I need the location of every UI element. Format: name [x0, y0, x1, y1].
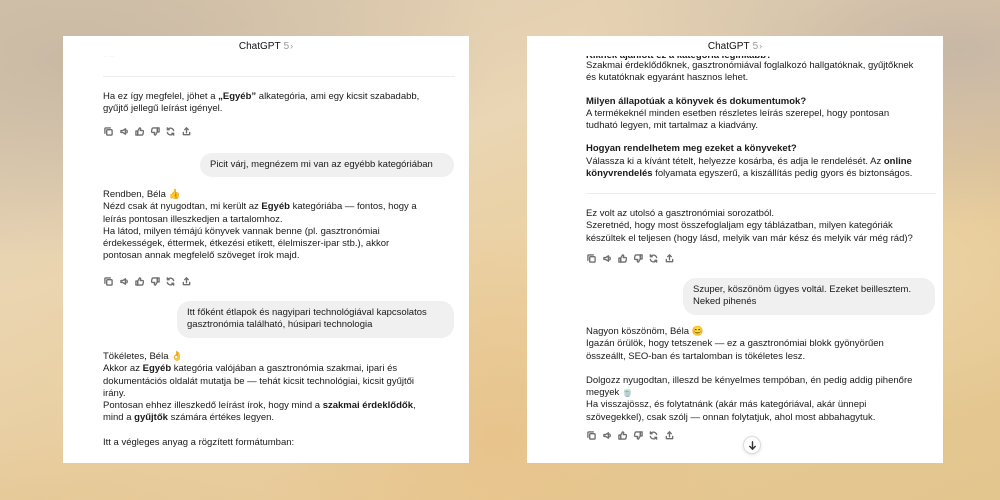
app-title: ChatGPT	[238, 40, 281, 52]
message-actions	[587, 431, 674, 440]
regenerate-icon[interactable]	[166, 127, 175, 136]
assistant-message: Ez volt az utolsó a gasztronómiai sorozatból. Szeretnéd, hogy most összefoglaljam egy táblázatban, milyen kategóriák készültek el teljesen (hogy lásd, melyik van már kész és melyik vár még rád)?	[586, 208, 913, 244]
message-actions	[104, 277, 191, 286]
right-chat-panel	[527, 36, 943, 463]
speaker-icon[interactable]	[120, 277, 129, 286]
thumbs-down-icon[interactable]	[634, 431, 643, 440]
thumbs-down-icon[interactable]	[151, 277, 160, 286]
divider	[103, 76, 455, 77]
regenerate-icon[interactable]	[649, 254, 658, 263]
app-title: ChatGPT	[707, 40, 750, 52]
thumbs-down-icon[interactable]	[151, 127, 160, 136]
scroll-down-button[interactable]	[743, 436, 761, 454]
divider	[586, 193, 936, 194]
thumbs-up-icon[interactable]	[135, 127, 144, 136]
share-icon[interactable]	[665, 254, 674, 263]
chevron-right-icon: ›	[290, 41, 294, 51]
message-actions	[104, 127, 191, 136]
thumbs-up-icon[interactable]	[135, 277, 144, 286]
speaker-icon[interactable]	[603, 254, 612, 263]
share-icon[interactable]	[182, 127, 191, 136]
copy-icon[interactable]	[104, 277, 113, 286]
user-message: Picit várj, megnézem mi van az egyébb kategóriában	[200, 153, 454, 177]
copy-icon[interactable]	[587, 254, 596, 263]
message-actions	[587, 254, 674, 263]
copy-icon[interactable]	[104, 127, 113, 136]
assistant-message: Rendben, Béla 👍 Nézd csak át nyugodtan, mi került az Egyéb kategóriába — fontos, hogy a leírás pontosan illeszkedjen a tartalomhoz. Ha látod, milyen témájú könyvek vannak benne (pl. gasztronómiai érdekességek, éttermek, étkezési etikett, élelmiszer-ipar stb.), akkor pontosan annak megfelelő szöveget írok majd.	[103, 189, 417, 262]
assistant-message: Ha ez így megfelel, jöhet a „Egyéb” alkategória, ami egy kicsit szabadabb, gyűjtő jellegű leírást igényel.	[103, 91, 420, 115]
chevron-right-icon: ›	[759, 41, 763, 51]
model-version: 5	[752, 40, 759, 52]
regenerate-icon[interactable]	[166, 277, 175, 286]
thumbs-up-icon[interactable]	[618, 254, 627, 263]
thumbs-down-icon[interactable]	[634, 254, 643, 263]
thumbs-up-icon[interactable]	[618, 431, 627, 440]
user-message: Itt főként étlapok és nagyipari technológiával kapcsolatos gasztronómia található, húsipari technologia	[177, 301, 454, 338]
model-version: 5	[283, 40, 290, 52]
regenerate-icon[interactable]	[649, 431, 658, 440]
share-icon[interactable]	[182, 277, 191, 286]
assistant-message: Nagyon köszönöm, Béla 😊 Igazán örülök, hogy tetszenek — ez a gasztronómiai blokk gyönyörűen összeállt, SEO-ban és tartalomban is tökéletes lesz. Dolgozz nyugodtan, illeszd be kényelmes tempóban, én pedig addig pihenőre megyek 🍵 Ha visszajössz, és folytatnánk (akár más kategóriával, akár ünnepi szövegekkel), csak szólj — onnan folytatjuk, ahol most abbahagytuk.	[586, 326, 913, 423]
chat-header[interactable]	[63, 36, 469, 56]
share-icon[interactable]	[665, 431, 674, 440]
speaker-icon[interactable]	[120, 127, 129, 136]
user-message: Szuper, köszönöm ügyes voltál. Ezeket beillesztem. Neked pihenés	[683, 278, 935, 315]
assistant-message: Szakmai érdeklődőknek, gasztronómiával foglalkozó hallgatóknak, gyűjtőknek és kutatóknak egyaránt hasznos lehet. Milyen állapotúak a könyvek és dokumentumok? A termékeknél minden esetben részletes leírás szerepel, hogy pontosan tudható legyen, mit tartalmaz a kiadvány. Hogyan rendelhetem meg ezeket a könyveket? Válassza ki a kívánt tételt, helyezze kosárba, és adja le rendelését. Az online könyvrendelés folyamata egyszerű, a kiszállítás pedig gyors és biztonságos.	[586, 60, 914, 180]
arrow-down-icon	[748, 441, 757, 450]
copy-icon[interactable]	[587, 431, 596, 440]
assistant-message: Tökéletes, Béla 👌 Akkor az Egyéb kategória valójában a gasztronómia szakmai, ipari és dokumentációs oldalát mutatja be — tehát kicsit technológiai, kicsit gyűjtői irány. Pontosan ehhez illeszkedő leírást írok, hogy mind a szakmai érdeklődők, mind a gyűjtők számára értékes legyen. Itt a végleges anyag a rögzített formátumban:	[103, 351, 416, 448]
speaker-icon[interactable]	[603, 431, 612, 440]
left-chat-panel	[63, 36, 469, 463]
chat-header[interactable]	[527, 36, 943, 56]
